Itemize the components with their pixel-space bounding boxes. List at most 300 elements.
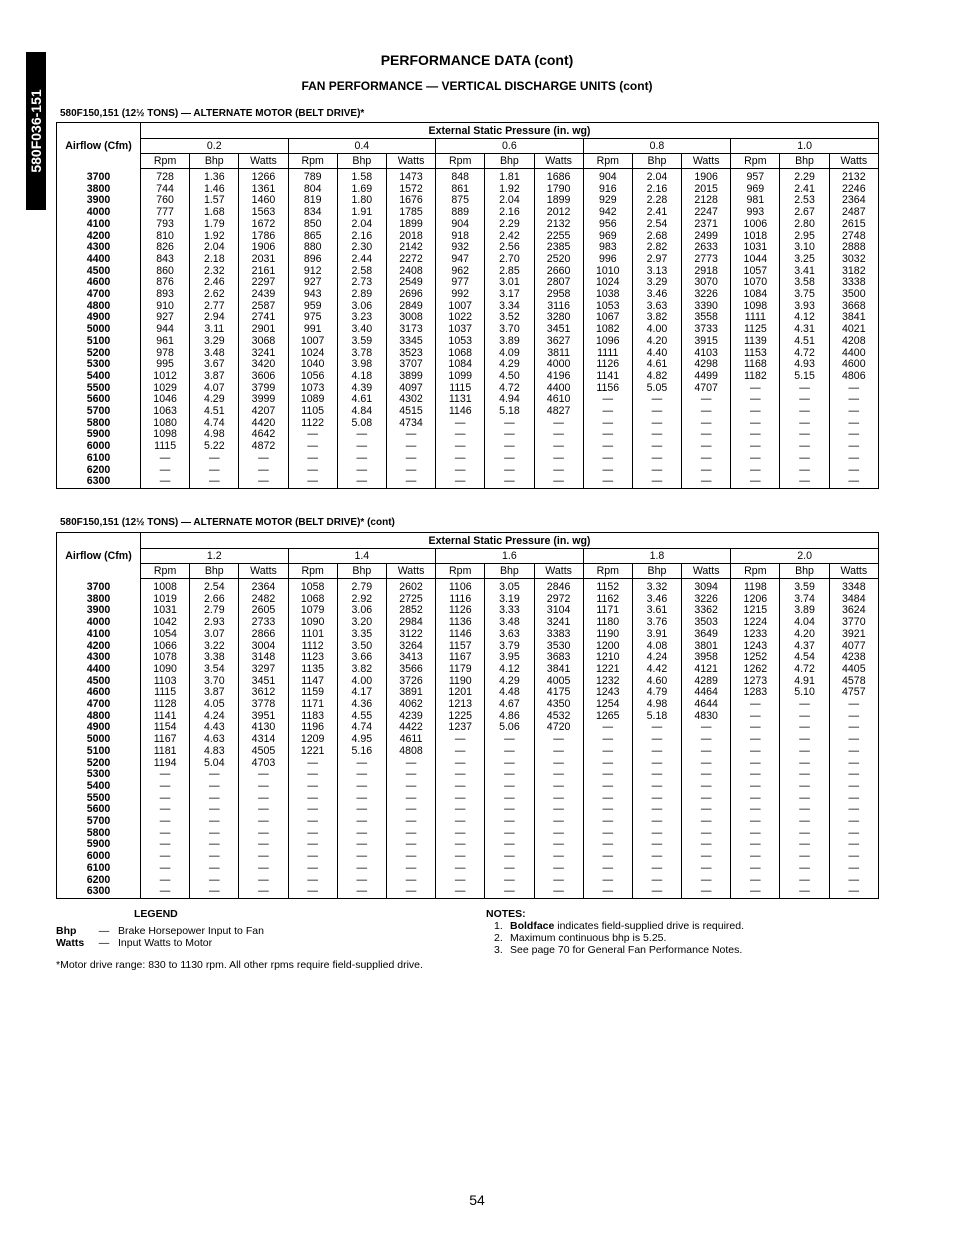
value-cell: 4600 xyxy=(829,359,878,371)
airflow-cell: 5400 xyxy=(86,779,111,792)
value-cell: 1022 xyxy=(436,312,485,324)
value-cell: 4.31 xyxy=(780,324,829,336)
value-cell: 4.20 xyxy=(632,336,681,348)
value-cell: 1146 xyxy=(436,629,485,641)
subheader-row xyxy=(57,154,879,169)
value-cell: 2.04 xyxy=(190,242,239,254)
value-cell: — xyxy=(239,839,288,851)
value-cell: 3226 xyxy=(682,594,731,606)
value-cell: 3362 xyxy=(682,605,731,617)
value-cell: 5.04 xyxy=(190,758,239,770)
value-cell: 3.50 xyxy=(337,641,386,653)
esp-header: External Static Pressure (in. wg) xyxy=(141,123,879,139)
table-row xyxy=(57,579,879,594)
value-cell: 3.61 xyxy=(632,605,681,617)
value-cell: 2161 xyxy=(239,266,288,278)
value-cell: — xyxy=(731,804,780,816)
value-cell: — xyxy=(239,793,288,805)
value-cell: — xyxy=(190,816,239,828)
value-cell: 4.84 xyxy=(337,406,386,418)
legend-term: Bhp xyxy=(56,925,77,937)
value-cell: 4097 xyxy=(386,383,435,395)
column-header-rpm: Rpm xyxy=(583,154,632,169)
airflow-cell: 5600 xyxy=(86,393,111,406)
value-cell: — xyxy=(239,875,288,887)
value-cell: 1042 xyxy=(141,617,190,629)
value-cell: — xyxy=(534,886,583,898)
airflow-cell: 3900 xyxy=(86,194,111,207)
value-cell: — xyxy=(632,875,681,887)
value-cell: 2499 xyxy=(682,231,731,243)
value-cell: 4703 xyxy=(239,758,288,770)
value-cell: 1.69 xyxy=(337,184,386,196)
value-cell: 3.59 xyxy=(337,336,386,348)
column-header-bhp: Bhp xyxy=(485,154,534,169)
value-cell: — xyxy=(386,769,435,781)
column-header-bhp: Bhp xyxy=(780,564,829,579)
value-cell: 1154 xyxy=(141,722,190,734)
value-cell: 2520 xyxy=(534,254,583,266)
value-cell: 1111 xyxy=(731,312,780,324)
value-cell: 1265 xyxy=(583,711,632,723)
value-cell: 3104 xyxy=(534,605,583,617)
value-cell: — xyxy=(632,793,681,805)
value-cell: 1101 xyxy=(288,629,337,641)
value-cell: 3558 xyxy=(682,312,731,324)
value-cell: 2132 xyxy=(829,169,878,184)
value-cell: — xyxy=(632,828,681,840)
value-cell: 1007 xyxy=(288,336,337,348)
value-cell: 5.06 xyxy=(485,722,534,734)
value-cell: 3451 xyxy=(534,324,583,336)
value-cell: — xyxy=(583,863,632,875)
value-cell: 3.59 xyxy=(780,579,829,594)
value-cell: — xyxy=(731,758,780,770)
table-row xyxy=(57,453,879,465)
value-cell: — xyxy=(239,781,288,793)
airflow-cell: 4800 xyxy=(86,709,111,722)
value-cell: 3683 xyxy=(534,652,583,664)
value-cell: — xyxy=(190,453,239,465)
value-cell: — xyxy=(337,476,386,488)
value-cell: — xyxy=(780,804,829,816)
value-cell: — xyxy=(829,769,878,781)
value-cell: 1037 xyxy=(436,324,485,336)
value-cell: — xyxy=(829,863,878,875)
value-cell: 1190 xyxy=(583,629,632,641)
value-cell: — xyxy=(337,441,386,453)
value-cell: 4707 xyxy=(682,383,731,395)
value-cell: 2587 xyxy=(239,301,288,313)
value-cell: 1141 xyxy=(141,711,190,723)
value-cell: — xyxy=(337,816,386,828)
value-cell: 2741 xyxy=(239,312,288,324)
airflow-cell: 5700 xyxy=(86,815,111,828)
table-row xyxy=(57,289,879,301)
value-cell: 1672 xyxy=(239,219,288,231)
value-cell: 1243 xyxy=(731,641,780,653)
value-cell: 2.94 xyxy=(190,312,239,324)
airflow-cell: 4200 xyxy=(86,229,111,242)
value-cell: 2958 xyxy=(534,289,583,301)
pressure-header: 0.4 xyxy=(288,139,436,154)
value-cell: 2.58 xyxy=(337,266,386,278)
column-header-bhp: Bhp xyxy=(337,564,386,579)
value-cell: — xyxy=(731,828,780,840)
value-cell: — xyxy=(337,429,386,441)
value-cell: 1152 xyxy=(583,579,632,594)
value-cell: 2.18 xyxy=(190,254,239,266)
value-cell: 2725 xyxy=(386,594,435,606)
value-cell: 3841 xyxy=(829,312,878,324)
value-cell: 4239 xyxy=(386,711,435,723)
airflow-header: Airflow (Cfm) xyxy=(65,549,132,562)
value-cell: 3068 xyxy=(239,336,288,348)
value-cell: 2660 xyxy=(534,266,583,278)
legend-item xyxy=(56,925,476,937)
value-cell: — xyxy=(386,429,435,441)
value-cell: — xyxy=(632,476,681,488)
value-cell: 1136 xyxy=(436,617,485,629)
value-cell: — xyxy=(583,476,632,488)
value-cell: 850 xyxy=(288,219,337,231)
value-cell: 4000 xyxy=(534,359,583,371)
value-cell: 4.00 xyxy=(337,676,386,688)
value-cell: 4611 xyxy=(386,734,435,746)
value-cell: — xyxy=(337,886,386,898)
pressure-header: 1.6 xyxy=(436,549,584,564)
value-cell: 3606 xyxy=(239,371,288,383)
value-cell: — xyxy=(141,886,190,898)
value-cell: 4644 xyxy=(682,699,731,711)
table-row xyxy=(57,629,879,641)
value-cell: — xyxy=(485,851,534,863)
value-cell: — xyxy=(337,793,386,805)
note-rest: indicates field-supplied drive is required. xyxy=(554,920,745,932)
value-cell: — xyxy=(780,699,829,711)
value-cell: — xyxy=(141,781,190,793)
value-cell: — xyxy=(386,476,435,488)
value-cell: 4.12 xyxy=(485,664,534,676)
value-cell: — xyxy=(386,816,435,828)
value-cell: — xyxy=(780,781,829,793)
value-cell: 4.08 xyxy=(632,641,681,653)
value-cell: — xyxy=(485,875,534,887)
value-cell: — xyxy=(239,816,288,828)
value-cell: — xyxy=(780,711,829,723)
value-cell: 1194 xyxy=(141,758,190,770)
value-cell: — xyxy=(632,839,681,851)
note-text: Maximum continuous bhp is 5.25. xyxy=(510,932,667,944)
value-cell: — xyxy=(436,758,485,770)
value-cell: 1785 xyxy=(386,207,435,219)
value-cell: 3627 xyxy=(534,336,583,348)
value-cell: — xyxy=(829,383,878,395)
airflow-cell: 5300 xyxy=(86,358,111,371)
note-bold: Boldface xyxy=(510,920,555,932)
value-cell: — xyxy=(239,828,288,840)
value-cell: 889 xyxy=(436,207,485,219)
value-cell: 848 xyxy=(436,169,485,184)
value-cell: — xyxy=(485,804,534,816)
value-cell: 4298 xyxy=(682,359,731,371)
value-cell: 4.37 xyxy=(780,641,829,653)
airflow-cell: 3800 xyxy=(86,182,111,195)
value-cell: 1.92 xyxy=(485,184,534,196)
column-header-rpm: Rpm xyxy=(288,564,337,579)
airflow-cell: 5300 xyxy=(86,768,111,781)
value-cell: 1167 xyxy=(436,652,485,664)
column-header-bhp: Bhp xyxy=(190,564,239,579)
value-cell: 3148 xyxy=(239,652,288,664)
value-cell: 2.56 xyxy=(485,242,534,254)
value-cell: 4827 xyxy=(534,406,583,418)
column-header-watts: Watts xyxy=(386,564,435,579)
airflow-cell: 4100 xyxy=(86,217,111,230)
value-cell: 5.08 xyxy=(337,418,386,430)
value-cell: 4.72 xyxy=(780,348,829,360)
value-cell: — xyxy=(780,816,829,828)
value-cell: 3241 xyxy=(534,617,583,629)
airflow-cell: 5900 xyxy=(86,838,111,851)
value-cell: — xyxy=(436,839,485,851)
value-cell: 2.29 xyxy=(485,219,534,231)
value-cell: — xyxy=(583,875,632,887)
value-cell: — xyxy=(682,793,731,805)
value-cell: 2246 xyxy=(829,184,878,196)
value-cell: — xyxy=(731,453,780,465)
value-cell: 2.85 xyxy=(485,266,534,278)
airflow-cell: 5000 xyxy=(86,323,111,336)
value-cell: 3484 xyxy=(829,594,878,606)
value-cell: 1153 xyxy=(731,348,780,360)
value-cell: 993 xyxy=(731,207,780,219)
table2-title xyxy=(60,517,395,528)
value-cell: 728 xyxy=(141,169,190,184)
value-cell: 2773 xyxy=(682,254,731,266)
value-cell: 1.92 xyxy=(190,231,239,243)
value-cell: 1.91 xyxy=(337,207,386,219)
value-cell: 1073 xyxy=(288,383,337,395)
note-item xyxy=(486,932,886,944)
value-cell: — xyxy=(829,699,878,711)
table-row xyxy=(57,219,879,231)
value-cell: — xyxy=(731,863,780,875)
value-cell: — xyxy=(534,769,583,781)
value-cell: 1115 xyxy=(141,441,190,453)
value-cell: — xyxy=(534,746,583,758)
value-cell: — xyxy=(534,828,583,840)
value-cell: — xyxy=(485,781,534,793)
value-cell: 1786 xyxy=(239,231,288,243)
value-cell: 4.24 xyxy=(190,711,239,723)
value-cell: — xyxy=(288,875,337,887)
airflow-cell: 4500 xyxy=(86,674,111,687)
value-cell: — xyxy=(682,429,731,441)
value-cell: 1080 xyxy=(141,418,190,430)
value-cell: — xyxy=(337,875,386,887)
value-cell: 1131 xyxy=(436,394,485,406)
value-cell: — xyxy=(534,758,583,770)
value-cell: — xyxy=(534,863,583,875)
value-cell: 912 xyxy=(288,266,337,278)
value-cell: 3.63 xyxy=(632,301,681,313)
value-cell: 3.82 xyxy=(632,312,681,324)
value-cell: 3032 xyxy=(829,254,878,266)
value-cell: 4420 xyxy=(239,418,288,430)
value-cell: 2.29 xyxy=(780,169,829,184)
airflow-cell: 5000 xyxy=(86,733,111,746)
value-cell: 2984 xyxy=(386,617,435,629)
value-cell: 1031 xyxy=(141,605,190,617)
value-cell: 1125 xyxy=(731,324,780,336)
value-cell: — xyxy=(731,886,780,898)
value-cell: — xyxy=(829,851,878,863)
value-cell: — xyxy=(190,863,239,875)
table-row xyxy=(57,746,879,758)
table-row xyxy=(57,169,879,184)
value-cell: — xyxy=(337,851,386,863)
value-cell: 1182 xyxy=(731,371,780,383)
value-cell: 1225 xyxy=(436,711,485,723)
column-header-watts: Watts xyxy=(534,564,583,579)
value-cell: 2487 xyxy=(829,207,878,219)
table-row xyxy=(57,371,879,383)
value-cell: 3451 xyxy=(239,676,288,688)
value-cell: — xyxy=(386,804,435,816)
value-cell: — xyxy=(436,476,485,488)
value-cell: 804 xyxy=(288,184,337,196)
value-cell: 2733 xyxy=(239,617,288,629)
value-cell: — xyxy=(436,734,485,746)
pressure-header: 1.2 xyxy=(141,549,289,564)
value-cell: — xyxy=(829,429,878,441)
legend-definition: Input Watts to Motor xyxy=(118,937,213,949)
value-cell: 3348 xyxy=(829,579,878,594)
value-cell: 1067 xyxy=(583,312,632,324)
fan-performance-table-2 xyxy=(56,532,879,899)
value-cell: 4.72 xyxy=(780,664,829,676)
value-cell: 1123 xyxy=(288,652,337,664)
value-cell: — xyxy=(190,886,239,898)
value-cell: 1126 xyxy=(583,359,632,371)
value-cell: 1.80 xyxy=(337,195,386,207)
value-cell: 1215 xyxy=(731,605,780,617)
value-cell: — xyxy=(731,429,780,441)
value-cell: 3566 xyxy=(386,664,435,676)
table-row xyxy=(57,406,879,418)
value-cell: 2.97 xyxy=(632,254,681,266)
value-cell: — xyxy=(780,383,829,395)
value-cell: 2.89 xyxy=(337,289,386,301)
airflow-cell: 6000 xyxy=(86,440,111,453)
value-cell: 2.04 xyxy=(485,195,534,207)
value-cell: — xyxy=(632,886,681,898)
value-cell: 3.63 xyxy=(485,629,534,641)
value-cell: — xyxy=(731,769,780,781)
value-cell: 2272 xyxy=(386,254,435,266)
value-cell: 1159 xyxy=(288,687,337,699)
value-cell: — xyxy=(288,804,337,816)
value-cell: 4.29 xyxy=(190,394,239,406)
value-cell: 1115 xyxy=(141,687,190,699)
value-cell: — xyxy=(583,429,632,441)
airflow-cell: 5800 xyxy=(86,826,111,839)
value-cell: — xyxy=(485,476,534,488)
value-cell: — xyxy=(436,793,485,805)
value-cell: 3921 xyxy=(829,629,878,641)
subheader-row xyxy=(57,564,879,579)
value-cell: 2.44 xyxy=(337,254,386,266)
value-cell: 4.12 xyxy=(780,312,829,324)
value-cell: — xyxy=(190,793,239,805)
value-cell: 3.25 xyxy=(780,254,829,266)
value-cell: 1147 xyxy=(288,676,337,688)
value-cell: 3.87 xyxy=(190,371,239,383)
value-cell: 3.05 xyxy=(485,579,534,594)
value-cell: — xyxy=(731,839,780,851)
value-cell: — xyxy=(337,839,386,851)
value-cell: — xyxy=(337,804,386,816)
airflow-cell: 5200 xyxy=(86,756,111,769)
value-cell: 1122 xyxy=(288,418,337,430)
value-cell: — xyxy=(288,476,337,488)
value-cell: — xyxy=(731,875,780,887)
airflow-cell: 4700 xyxy=(86,288,111,301)
value-cell: 2.80 xyxy=(780,219,829,231)
value-cell: 4077 xyxy=(829,641,878,653)
value-cell: 2031 xyxy=(239,254,288,266)
value-cell: 843 xyxy=(141,254,190,266)
value-cell: 3280 xyxy=(534,312,583,324)
value-cell: 4872 xyxy=(239,441,288,453)
value-cell: 4.51 xyxy=(190,406,239,418)
value-cell: 1007 xyxy=(436,301,485,313)
value-cell: — xyxy=(829,804,878,816)
value-cell: — xyxy=(780,441,829,453)
value-cell: 4.79 xyxy=(632,687,681,699)
value-cell: — xyxy=(436,465,485,477)
value-cell: — xyxy=(337,828,386,840)
value-cell: — xyxy=(632,804,681,816)
value-cell: — xyxy=(632,418,681,430)
value-cell: 4.94 xyxy=(485,394,534,406)
value-cell: 3383 xyxy=(534,629,583,641)
column-header-watts: Watts xyxy=(682,154,731,169)
value-cell: — xyxy=(239,465,288,477)
value-cell: 3.52 xyxy=(485,312,534,324)
airflow-cell: 4000 xyxy=(86,616,111,629)
value-cell: 4.29 xyxy=(485,676,534,688)
airflow-cell: 5500 xyxy=(86,791,111,804)
value-cell: — xyxy=(141,851,190,863)
value-cell: 4.82 xyxy=(632,371,681,383)
value-cell: 996 xyxy=(583,254,632,266)
value-cell: 3.89 xyxy=(485,336,534,348)
value-cell: 3420 xyxy=(239,359,288,371)
value-cell: — xyxy=(632,816,681,828)
column-header-rpm: Rpm xyxy=(436,564,485,579)
value-cell: 5.18 xyxy=(485,406,534,418)
value-cell: 1243 xyxy=(583,687,632,699)
value-cell: — xyxy=(780,722,829,734)
value-cell: 944 xyxy=(141,324,190,336)
value-cell: 2.79 xyxy=(190,605,239,617)
value-cell: — xyxy=(190,828,239,840)
value-cell: — xyxy=(682,875,731,887)
airflow-cell: 4600 xyxy=(86,276,111,289)
value-cell: 3915 xyxy=(682,336,731,348)
